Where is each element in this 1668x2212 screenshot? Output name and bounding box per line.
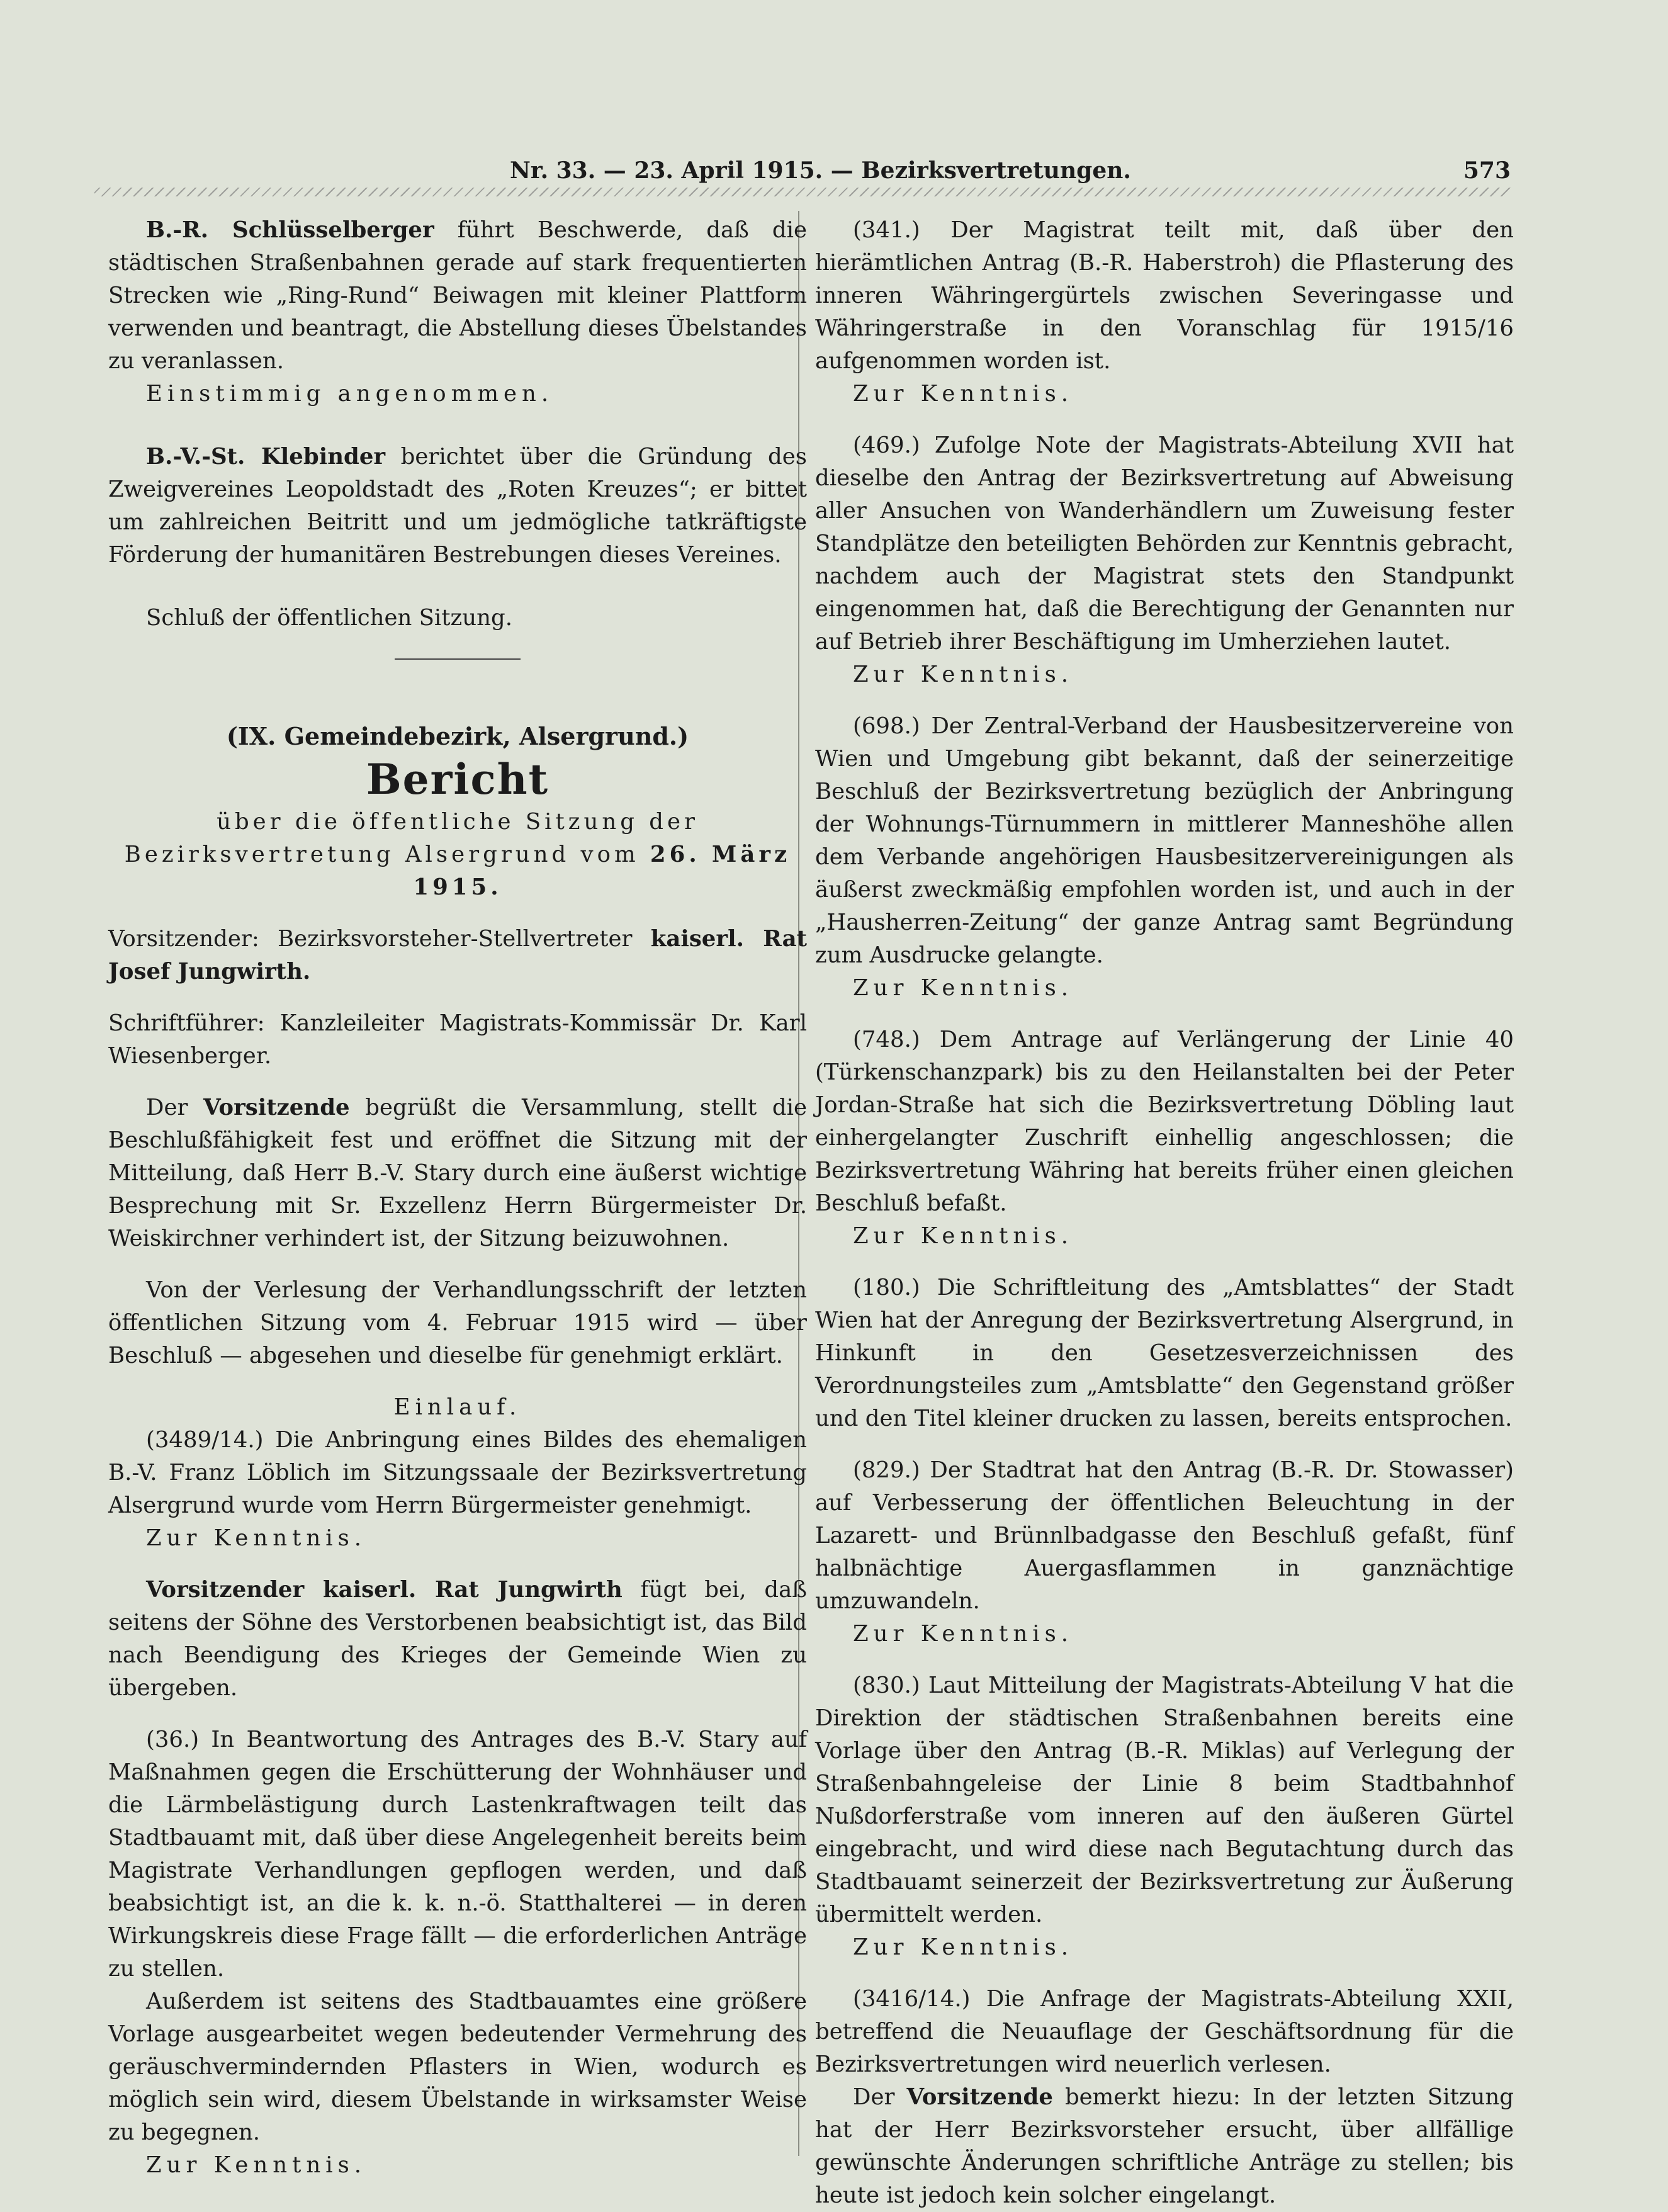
- result-line: Zur Kenntnis.: [853, 1934, 1074, 1960]
- paragraph-829: (829.) Der Stadtrat hat den Antrag (B.-R. Dr. Stowasser) auf Verbesserung der öffentlichen Beleuchtung in der Lazarett- und Brünnlbadgasse den Beschluß gefaßt, fünf halbnächtige Auergasflammen in ganznächtige umzuwandeln.: [815, 1457, 1514, 1614]
- paragraph-chair-remark: Der Vorsitzende bemerkt hiezu: In der letzten Sitzung hat der Herr Bezirksvorsteher ersucht, über allfällige gewünschte Änderungen schriftliche Anträge zu stellen; bis heute ist jedoch kein solcher eingelangt.: [815, 2084, 1514, 2208]
- closing-line: Schluß der öffentlichen Sitzung.: [146, 605, 512, 631]
- paragraph-3489: (3489/14.) Die Anbringung eines Bildes des ehemaligen B.-V. Franz Löblich im Sitzungssaale der Bezirksvertretung Alsergrund wurde vom Herrn Bürgermeister genehmigt.: [108, 1427, 807, 1518]
- speaker-name: B.-V.-St. Klebinder: [146, 444, 386, 470]
- paragraph-minutes: Von der Verlesung der Verhandlungsschrift der letzten öffentlichen Sitzung vom 4. Februar 1915 wird — über Beschluß — abgesehen und dieselbe für genehmigt erklärt.: [108, 1277, 807, 1368]
- session-date: 26. März 1915.: [413, 842, 791, 900]
- paragraph-opening: Der Vorsitzende begrüßt die Versammlung, stellt die Beschlußfähigkeit fest und eröffnet die Sitzung mit der Mitteilung, daß Herr B.-V. Stary durch eine äußerst wichtige Besprechung mit Sr. Exzellenz Herrn Bürgermeister Dr. Weiskirchner verhindert ist, der Sitzung beizuwohnen.: [108, 1095, 807, 1251]
- paragraph-klebinder: B.-V.-St. Klebinder berichtet über die Gründung des Zweigvereines Leopoldstadt des „Roten Kreuzes“; er bittet um zahlreichen Beitritt und um jedmögliche tatkräftigste Förderung der humanitären Bestrebungen dieses Vereines.: [108, 444, 808, 568]
- paragraph-180: (180.) Die Schriftleitung des „Amtsblattes“ der Stadt Wien hat der Anregung der Bezirksvertretung Alsergrund, in Hinkunft in den Gesetzesverzeichnissen des Verordnungsteiles zum „Amtsblatte“ den Gegenstand größer und den Titel kleiner drucken zu lassen, bereits entsprochen.: [815, 1275, 1514, 1431]
- speaker-name: Vorsitzender kaiserl. Rat Jungwirth: [146, 1577, 623, 1603]
- result-line: Zur Kenntnis.: [853, 662, 1074, 687]
- speaker-name: B.-R. Schlüsselberger: [146, 217, 434, 243]
- result-line: Zur Kenntnis.: [853, 1223, 1074, 1249]
- paragraph-stadtbauamt: Außerdem ist seitens des Stadtbauamtes eine größere Vorlage ausgearbeitet wegen bedeutender Vermehrung des geräuschvermindernden Pflasters in Wien, wodurch es möglich sein wird, diesem Übelstande in wirksamster Weise zu begegnen.: [108, 1989, 807, 2145]
- paragraph-748: (748.) Dem Antrage auf Verlängerung der Linie 40 (Türkenschanzpark) bis zu den Heilanstalten bei der Peter Jordan-Straße hat sich die Bezirksvertretung Döbling laut einhergelangter Zuschrift einhellig angeschlossen; die Bezirksvertretung Währing hat bereits früher einen gleichen Beschluß befaßt.: [815, 1027, 1514, 1216]
- chair-line: Vorsitzender: Bezirksvorsteher-Stellvertreter kaiserl. Rat Josef Jungwirth.: [108, 926, 807, 985]
- result-line: Einstimmig angenommen.: [146, 381, 554, 407]
- page-header: [94, 151, 1511, 189]
- einlauf-heading: Einlauf.: [393, 1394, 522, 1420]
- paragraph-36: (36.) In Beantwortung des Antrages des B.-V. Stary auf Maßnahmen gegen die Erschütterung der Wohnhäuser und die Lärmbelästigung durch Lastenkraftwagen teilt das Stadtbauamt mit, daß über diese Angelegenheit bereits beim Magistrate Verhandlungen gepflogen werden, und daß beabsichtigt ist, an die k. k. n.-ö. Statthalterei — in deren Wirkungskreis diese Frage fällt — die erforderlichen Anträge zu stellen.: [108, 1727, 807, 1982]
- section-divider: [395, 658, 521, 660]
- result-line: Zur Kenntnis.: [146, 1525, 367, 1551]
- chair-name: kaiserl. Rat Josef Jungwirth.: [108, 926, 807, 985]
- paragraph-469: (469.) Zufolge Note der Magistrats-Abteilung XVII hat dieselbe den Antrag der Bezirksvertretung auf Abweisung aller Ansuchen von Wanderhändlern um Zuweisung fester Standplätze den beteiligten Behörden zur Kenntnis gebracht, nachdem auch der Magistrat stets den Standpunkt eingenommen hat, daß die Berechtigung der Genannten nur auf Betrieb ihrer Beschäftigung im Umherziehen lautet.: [815, 432, 1514, 655]
- result-line: Zur Kenntnis.: [853, 1621, 1074, 1647]
- district-heading: (IX. Gemeindebezirk, Alsergrund.): [226, 722, 689, 750]
- page-number: 573: [1463, 157, 1511, 184]
- issue-line: Nr. 33. — 23. April 1915. — Bezirksvertretungen.: [510, 157, 1131, 184]
- header-wavy-rule: [94, 188, 1511, 196]
- report-subtitle: über die öffentliche Sitzung der Bezirksvertretung Alsergrund vom 26. März 1915.: [124, 809, 791, 900]
- secretary-line: Schriftführer: Kanzleileiter Magistrats-Kommissär Dr. Karl Wiesenberger.: [108, 1010, 807, 1069]
- paragraph-jungwirth: Vorsitzender kaiserl. Rat Jungwirth fügt bei, daß seitens der Söhne des Verstorbenen beabsichtigt ist, das Bild nach Beendigung des Krieges der Gemeinde Wien zu übergeben.: [108, 1577, 808, 1701]
- result-line: Zur Kenntnis.: [146, 2152, 367, 2178]
- paragraph-schluesselberger: B.-R. Schlüsselberger führt Beschwerde, daß die städtischen Straßenbahnen gerade auf stark frequentierten Strecken wie „Ring-Rund“ Beiwagen mit kleiner Plattform verwenden und beantragt, die Abstellung dieses Übelstandes zu veranlassen.: [108, 217, 807, 374]
- report-title: Bericht: [366, 755, 549, 804]
- right-column: [815, 214, 1514, 2212]
- paragraph-830: (830.) Laut Mitteilung der Magistrats-Abteilung V hat die Direktion der städtischen Straßenbahnen bereits eine Vorlage über den Antrag (B.-R. Miklas) auf Verlegung der Straßenbahngeleise der Linie 8 beim Stadtbahnhof Nußdorferstraße vom inneren auf den äußeren Gürtel eingebracht, und wird diese nach Begutachtung durch das Stadtbauamt seinerzeit der Bezirksvertretung zur Äußerung übermittelt werden.: [815, 1673, 1514, 1927]
- result-line: Zur Kenntnis.: [853, 975, 1074, 1001]
- speaker-name: Vorsitzende: [906, 2084, 1053, 2110]
- left-column: [108, 214, 807, 2182]
- paragraph-3416: (3416/14.) Die Anfrage der Magistrats-Abteilung XXII, betreffend die Neuauflage der Geschäftsordnung für die Bezirksvertretungen wird neuerlich verlesen.: [815, 1986, 1514, 2077]
- paragraph-698: (698.) Der Zentral-Verband der Hausbesitzervereine von Wien und Umgebung gibt bekannt, daß der seinerzeitige Beschluß der Bezirksvertretung bezüglich der Anbringung der Wohnungs-Türnummern in mittlerer Manneshöhe allen dem Verbande angehörigen Hausbesitzervereinigungen als äußerst zweckmäßig empfohlen worden ist, und auch in der „Hausherren-Zeitung“ der ganze Antrag samt Begründung zum Ausdrucke gelangte.: [815, 713, 1514, 968]
- paragraph-341: (341.) Der Magistrat teilt mit, daß über den hierämtlichen Antrag (B.-R. Haberstroh) die Pflasterung des inneren Währingergürtels zwischen Severingasse und Währingerstraße in den Voranschlag für 1915/16 aufgenommen worden ist.: [815, 217, 1514, 374]
- speaker-name: Vorsitzende: [203, 1095, 350, 1120]
- result-line: Zur Kenntnis.: [853, 381, 1074, 407]
